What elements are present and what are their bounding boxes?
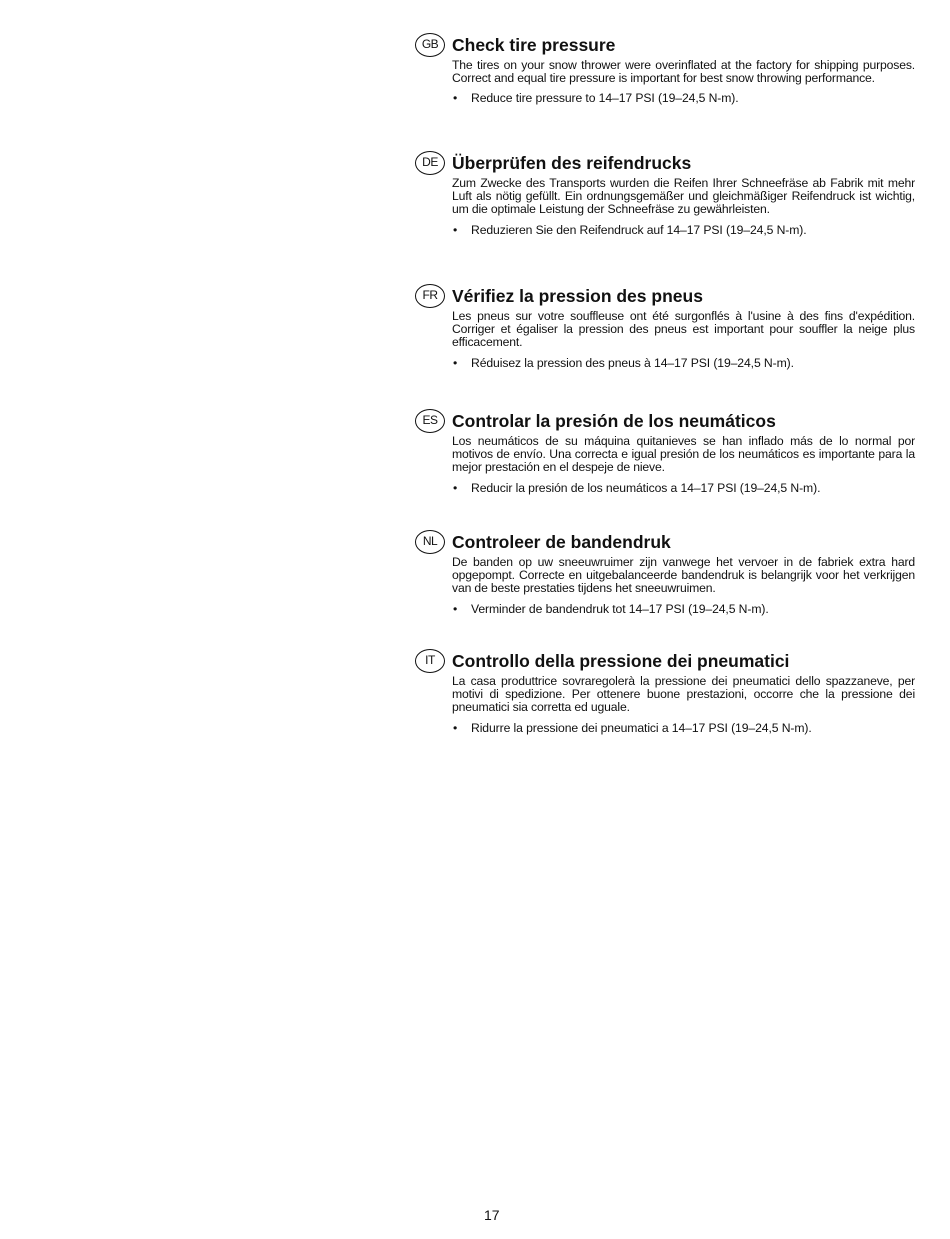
section-title: Überprüfen des reifendrucks (452, 153, 692, 173)
section-heading (415, 284, 915, 310)
section-heading (415, 409, 915, 435)
section-bullet: • Verminder de bandendruk tot 14–17 PSI (19–24,5 N-m). (452, 602, 915, 616)
language-badge-de: DE (415, 151, 445, 175)
section-body: De banden op uw sneeuwruimer zijn vanwege het vervoer in de fabriek extra hard opgepompt. Correcte en uitgebalanceerde bandendruk is belangrijk voor het verkrijgen van de beste prestaties tijdens het sneeuwruimen. (452, 555, 915, 596)
section-bullet: • Reduce tire pressure to 14–17 PSI (19–24,5 N-m). (452, 91, 915, 105)
page-number: 17 (484, 1207, 500, 1223)
section-heading (415, 649, 915, 675)
section-title: Vérifiez la pression des pneus (452, 286, 703, 306)
section-gb (415, 33, 915, 105)
section-body: La casa produttrice sovraregolerà la pressione dei pneumatici dello spazzaneve, per motivi di spedizione. Per ottenere buone prestazioni, occorre che la pressione dei pneumatici sia corretta ed uguale. (452, 674, 915, 715)
language-badge-it: IT (415, 649, 445, 673)
section-bullet: • Reducir la presión de los neumáticos a 14–17 PSI (19–24,5 N-m). (452, 481, 915, 495)
section-body: Los neumáticos de su máquina quitanieves se han inflado más de lo normal por motivos de envío. Una correcta e igual presión de los neumáticos es importante para la mejor prestación en el despeje de nieve. (452, 434, 915, 475)
section-bullet: • Reduzieren Sie den Reifendruck auf 14–17 PSI (19–24,5 N-m). (452, 223, 915, 237)
section-bullet: • Ridurre la pressione dei pneumatici a 14–17 PSI (19–24,5 N-m). (452, 721, 915, 735)
section-de (415, 151, 915, 237)
section-title: Check tire pressure (452, 35, 616, 55)
section-body: Zum Zwecke des Transports wurden die Reifen Ihrer Schneefräse ab Fabrik mit mehr Luft als nötig gefüllt. Ein ordnungsgemäßer und gleichmäßiger Reifendruck ist wichtig, um die optimale Leistung der Schneefräse zu gewährleisten. (452, 176, 915, 217)
section-bullet: • Réduisez la pression des pneus à 14–17 PSI (19–24,5 N-m). (452, 356, 915, 370)
language-badge-fr: FR (415, 284, 445, 308)
section-title: Controllo della pressione dei pneumatici (452, 651, 790, 671)
section-heading (415, 151, 915, 177)
language-badge-gb: GB (415, 33, 445, 57)
section-heading (415, 33, 915, 59)
section-heading (415, 530, 915, 556)
section-fr (415, 284, 915, 370)
section-body: Les pneus sur votre souffleuse ont été surgonflés à l'usine à des fins d'expédition. Corriger et égaliser la pression des pneus est important pour souffler la neige plus efficacement. (452, 309, 915, 350)
section-title: Controlar la presión de los neumáticos (452, 411, 776, 431)
section-es (415, 409, 915, 495)
section-body: The tires on your snow thrower were overinflated at the factory for shipping purposes. Correct and equal tire pressure is important for best snow throwing performance. (452, 58, 915, 86)
section-it (415, 649, 915, 735)
language-badge-nl: NL (415, 530, 445, 554)
section-title: Controleer de bandendruk (452, 532, 671, 552)
language-badge-es: ES (415, 409, 445, 433)
section-nl (415, 530, 915, 616)
